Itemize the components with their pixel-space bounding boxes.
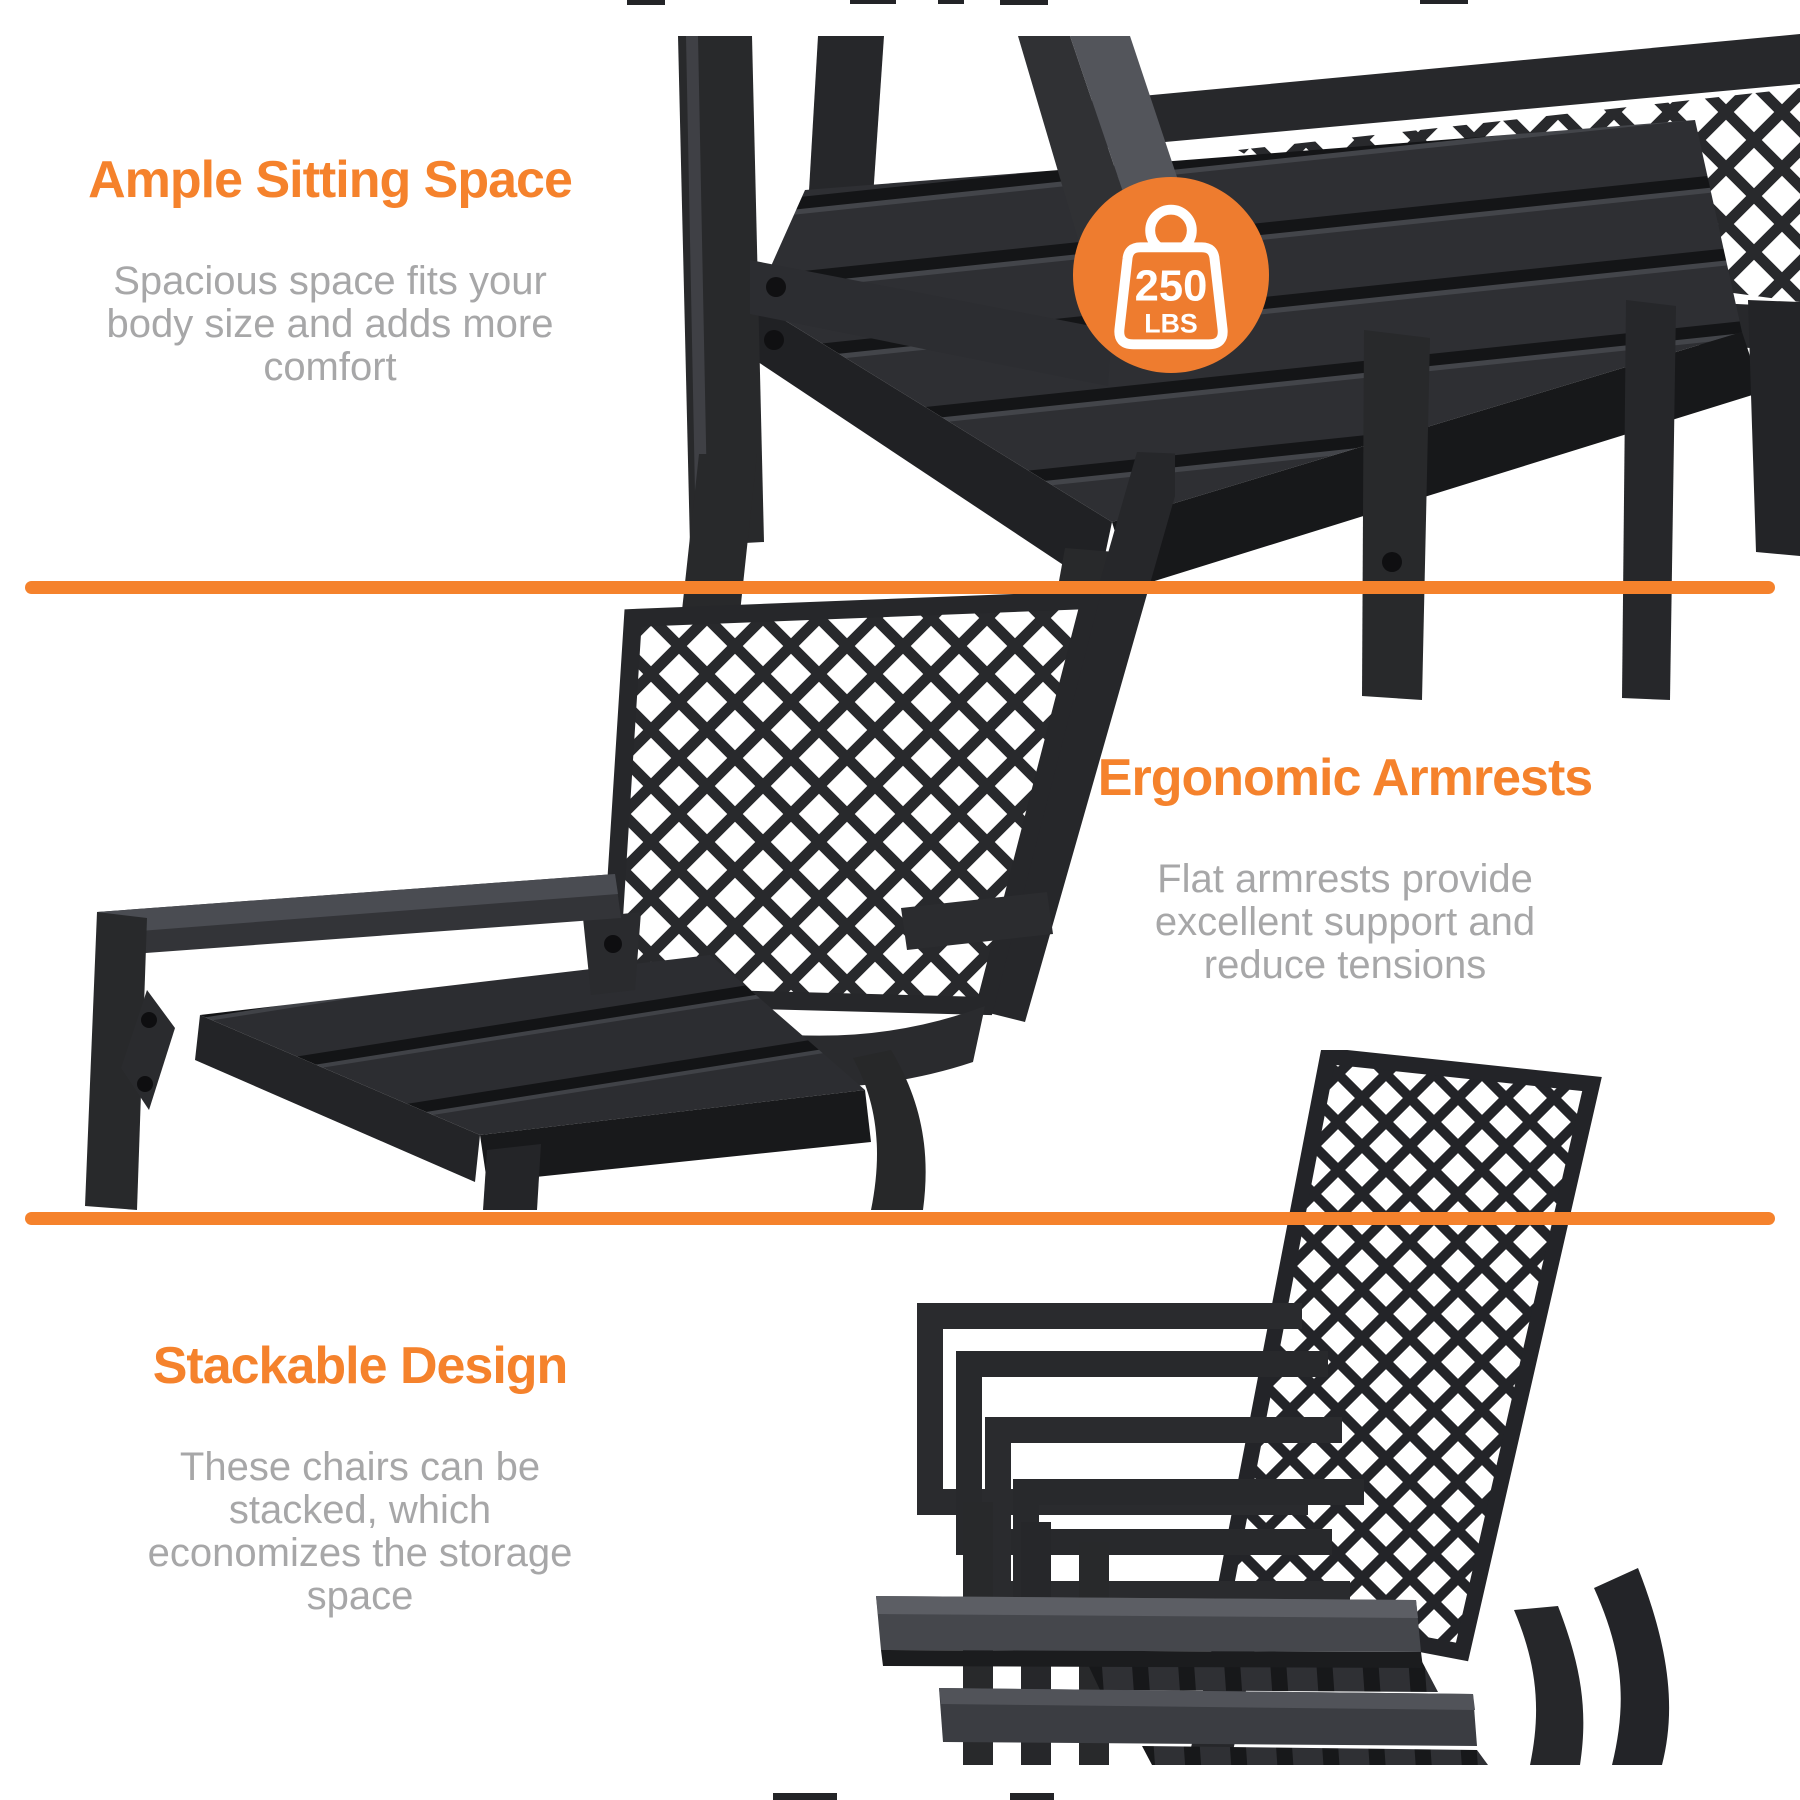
feature-stackable-design — [80, 1336, 640, 1618]
cropped-photo-fragment — [938, 0, 964, 4]
feature-description — [40, 260, 620, 389]
feature-description-line: Flat armrests provide — [1157, 857, 1533, 901]
weight-capacity-value: 250 — [1134, 262, 1208, 311]
feature-description-line: reduce tensions — [1203, 943, 1487, 987]
feature-ergonomic-armrests — [1060, 748, 1630, 987]
cropped-photo-fragment — [1420, 0, 1468, 4]
stacked-chairs-photo — [690, 1050, 1800, 1765]
feature-description-line: excellent support and — [1154, 900, 1536, 944]
feature-description-line: These chairs can be — [179, 1445, 541, 1489]
feature-description-line: comfort — [263, 345, 397, 389]
feature-description-line: Spacious space fits your — [113, 259, 547, 303]
cropped-photo-fragment — [850, 0, 896, 4]
weight-capacity-badge — [1072, 176, 1270, 374]
feature-description — [80, 1446, 640, 1618]
cropped-photo-fragment — [627, 0, 665, 5]
cropped-photo-fragment — [1000, 0, 1048, 5]
feature-description-line: space — [306, 1574, 414, 1618]
section-divider — [25, 581, 1775, 594]
feature-ample-sitting-space — [40, 150, 620, 389]
cropped-photo-fragment — [1010, 1793, 1054, 1800]
feature-description-line: economizes the storage — [147, 1531, 573, 1575]
cropped-photo-fragment — [773, 1793, 837, 1800]
feature-description-line: stacked, which — [228, 1488, 492, 1532]
feature-description-line: body size and adds more — [106, 302, 554, 346]
section-divider — [25, 1212, 1775, 1225]
feature-description — [1060, 858, 1630, 987]
weight-capacity-unit: LBS — [1144, 308, 1198, 339]
feature-heading: Ample Sitting Space — [88, 151, 572, 209]
feature-heading: Ergonomic Armrests — [1097, 749, 1593, 807]
feature-heading: Stackable Design — [152, 1337, 568, 1395]
